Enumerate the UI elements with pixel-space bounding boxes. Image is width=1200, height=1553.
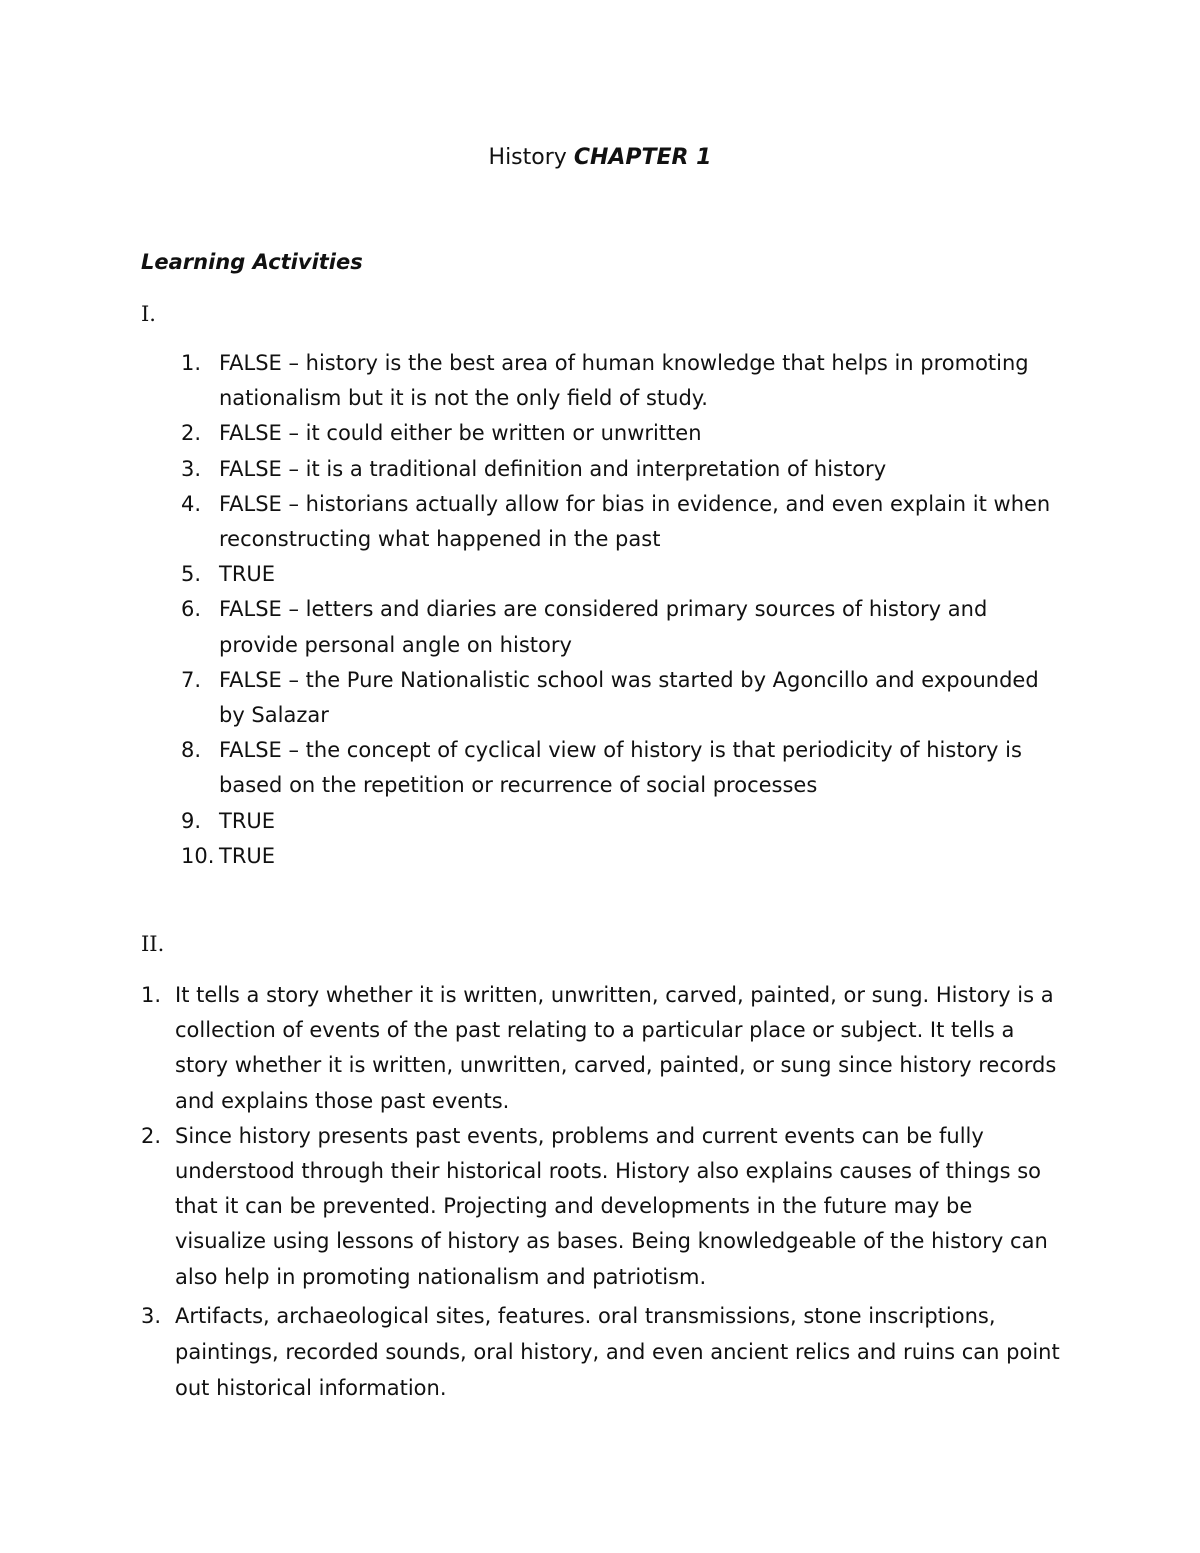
section-2-list xyxy=(141,978,1065,1406)
item-number: 5. xyxy=(181,562,202,587)
list-item xyxy=(181,416,1069,451)
learning-activities-heading: Learning Activities xyxy=(141,250,363,274)
list-item xyxy=(141,978,1065,1119)
item-text: FALSE – history is the best area of human knowledge that helps in promoting nationalism but it is not the only field of study. xyxy=(219,351,1029,411)
item-number: 2. xyxy=(181,421,202,446)
list-item xyxy=(181,557,1069,592)
item-text: Since history presents past events, problems and current events can be fully understood through their historical roots. History also explains causes of things so that it can be prevented. Projecting and developments in the future may be visualize using lessons of history as bases. Being knowledgeable of the history can also help in promoting nationalism and patriotism. xyxy=(175,1123,1048,1289)
item-number: 10. xyxy=(181,843,215,868)
list-item xyxy=(181,592,1069,662)
item-number: 6. xyxy=(181,597,202,622)
item-text: FALSE – it is a traditional definition and interpretation of history xyxy=(219,456,887,481)
item-number: 3. xyxy=(141,1303,162,1328)
section-1-list xyxy=(181,346,1069,874)
item-text: FALSE – historians actually allow for bias in evidence, and even explain it when reconstructing what happened in the past xyxy=(219,491,1051,552)
item-text: FALSE – letters and diaries are considered primary sources of history and provide personal angle on history xyxy=(219,597,988,657)
page-title xyxy=(0,142,1200,174)
item-text: TRUE xyxy=(219,843,276,868)
item-text: It tells a story whether it is written, unwritten, carved, painted, or sung. History is a collection of events of the past relating to a particular place or subject. It tells a story whether it is written, unwritten, carved, painted, or sung since history records and explains those past events. xyxy=(175,983,1057,1113)
item-text: Artifacts, archaeological sites, features. oral transmissions, stone inscriptions, paintings, recorded sounds, oral history, and even ancient relics and ruins can point out historical information. xyxy=(175,1303,1060,1400)
item-number: 9. xyxy=(181,808,202,833)
item-number: 1. xyxy=(141,983,162,1007)
item-number: 1. xyxy=(181,351,202,375)
item-text: TRUE xyxy=(219,808,276,833)
title-plain: History xyxy=(488,145,567,170)
list-item xyxy=(181,487,1069,557)
list-item xyxy=(141,1298,1065,1406)
list-item xyxy=(141,1119,1065,1295)
item-text: FALSE – the Pure Nationalistic school was started by Agoncillo and expounded by Salazar xyxy=(219,667,1039,728)
title-chapter: CHAPTER 1 xyxy=(573,145,712,170)
item-number: 2. xyxy=(141,1123,162,1148)
section-2-label: II. xyxy=(141,932,165,956)
item-number: 7. xyxy=(181,667,202,692)
list-item xyxy=(181,839,1069,874)
item-number: 4. xyxy=(181,491,202,516)
item-text: FALSE – it could either be written or unwritten xyxy=(219,421,702,446)
item-number: 8. xyxy=(181,738,202,763)
list-item xyxy=(181,346,1069,416)
item-number: 3. xyxy=(181,456,202,481)
item-text: FALSE – the concept of cyclical view of history is that periodicity of history is based on the repetition or recurrence of social processes xyxy=(219,738,1022,798)
list-item xyxy=(181,452,1069,487)
item-text: TRUE xyxy=(219,562,276,587)
list-item xyxy=(181,804,1069,839)
list-item xyxy=(181,733,1069,803)
list-item xyxy=(181,663,1069,733)
section-1-label: I. xyxy=(141,302,156,326)
